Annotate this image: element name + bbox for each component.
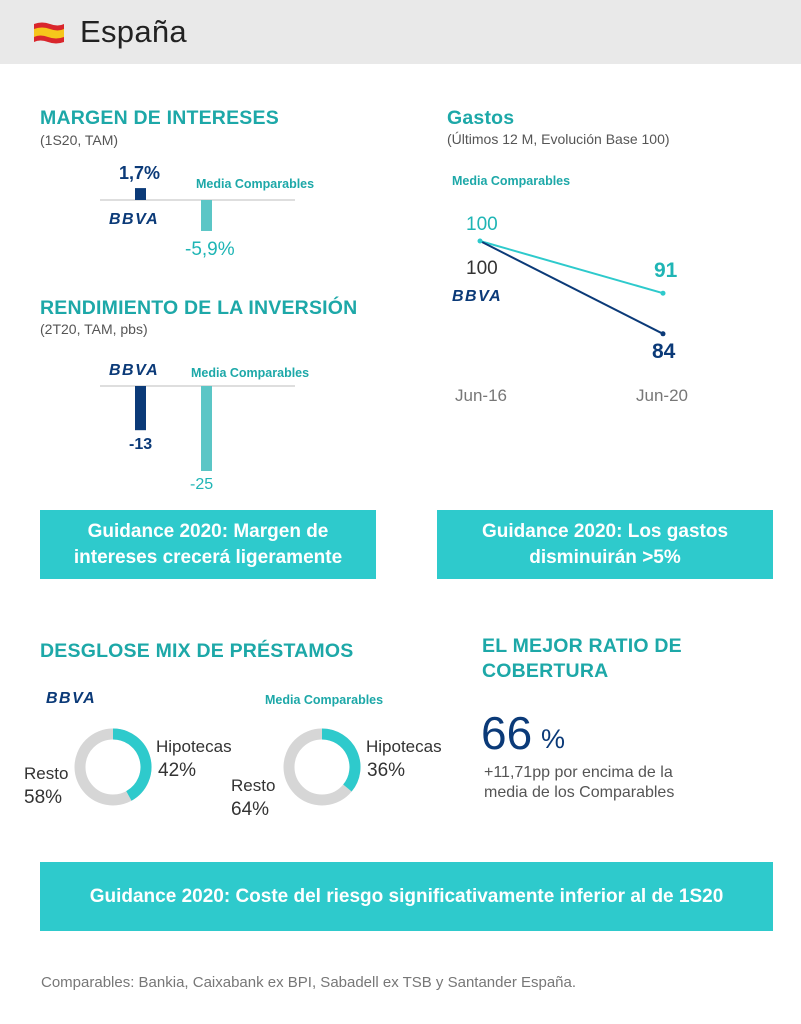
prestamos-bbva-logo: BBVA bbox=[46, 690, 97, 707]
gastos-x-start: Jun-16 bbox=[455, 386, 507, 405]
comp-donut-chart bbox=[282, 727, 362, 807]
cobertura-note-line1: +11,71pp por encima de la bbox=[484, 764, 673, 781]
gastos-bbva-logo: BBVA bbox=[452, 288, 503, 305]
cobertura-value: 66 bbox=[481, 707, 533, 759]
bbva-resto-value: 58% bbox=[24, 787, 63, 808]
gastos-x-end: Jun-20 bbox=[636, 386, 688, 405]
rendimiento-bar-chart bbox=[100, 380, 300, 475]
cobertura-title-line1: EL MEJOR RATIO DE bbox=[482, 635, 682, 657]
rendimiento-title: RENDIMIENTO DE LA INVERSIÓN bbox=[40, 297, 358, 319]
margen-bbva-logo: BBVA bbox=[109, 211, 160, 228]
gastos-point-comp-end bbox=[661, 291, 666, 296]
margen-bar-chart bbox=[100, 180, 300, 240]
gastos-comp-end: 91 bbox=[654, 259, 678, 282]
gastos-comp-start: 100 bbox=[466, 214, 498, 235]
spain-flag-icon bbox=[32, 21, 66, 45]
guidance-gastos bbox=[437, 510, 773, 579]
margen-bar-comp bbox=[201, 200, 212, 231]
bbva-donut-hipotecas bbox=[113, 734, 146, 796]
bbva-donut-chart bbox=[73, 727, 153, 807]
gastos-comp-label: Media Comparables bbox=[452, 174, 571, 188]
prestamos-comp-label: Media Comparables bbox=[265, 693, 384, 707]
guidance-margen-text: Guidance 2020: Margen de intereses crecerá ligeramente bbox=[73, 520, 343, 568]
comp-hipotecas-value: 36% bbox=[367, 760, 406, 781]
footer-note: Comparables: Bankia, Caixabank ex BPI, Sabadell ex TSB y Santander España. bbox=[41, 974, 577, 991]
gastos-line-bbva bbox=[480, 241, 663, 334]
comp-resto-value: 64% bbox=[231, 799, 270, 820]
margen-bar-bbva bbox=[135, 188, 146, 200]
margen-bbva-value: 1,7% bbox=[119, 163, 161, 183]
rendimiento-bbva-logo: BBVA bbox=[109, 362, 160, 379]
margen-subtitle: (1S20, TAM) bbox=[40, 132, 119, 148]
bbva-resto-label: Resto bbox=[24, 764, 69, 783]
gastos-point-bbva-end bbox=[661, 331, 666, 336]
comp-donut-hipotecas bbox=[322, 734, 355, 788]
page-title: España bbox=[80, 14, 187, 49]
rendimiento-subtitle: (2T20, TAM, pbs) bbox=[40, 321, 148, 337]
comp-resto-label: Resto bbox=[231, 776, 276, 795]
rendimiento-comp-label: Media Comparables bbox=[191, 366, 310, 380]
gastos-bbva-start: 100 bbox=[466, 258, 498, 279]
margen-comp-value: -5,9% bbox=[185, 239, 235, 260]
cobertura-unit: % bbox=[541, 724, 566, 754]
gastos-title: Gastos bbox=[447, 107, 515, 129]
comp-hipotecas-label: Hipotecas bbox=[366, 737, 442, 756]
rendimiento-comp-value: -25 bbox=[190, 476, 214, 493]
margen-title: MARGEN DE INTERESES bbox=[40, 107, 279, 129]
margen-comp-label: Media Comparables bbox=[196, 177, 315, 191]
guidance-margen bbox=[40, 510, 376, 579]
guidance-riesgo-text: Guidance 2020: Coste del riesgo significativamente inferior al de 1S20 bbox=[89, 885, 724, 907]
cobertura-note-line2: media de los Comparables bbox=[484, 784, 675, 801]
prestamos-title: DESGLOSE MIX DE PRÉSTAMOS bbox=[40, 640, 354, 662]
rendimiento-bar-bbva bbox=[135, 386, 146, 430]
gastos-subtitle: (Últimos 12 M, Evolución Base 100) bbox=[447, 131, 670, 147]
guidance-gastos-text: Guidance 2020: Los gastos disminuirán >5% bbox=[481, 520, 729, 568]
gastos-line-comp bbox=[480, 241, 663, 293]
bbva-hipotecas-value: 42% bbox=[158, 760, 197, 781]
gastos-point-start bbox=[478, 239, 483, 244]
bbva-hipotecas-label: Hipotecas bbox=[156, 737, 232, 756]
rendimiento-bar-comp bbox=[201, 386, 212, 471]
cobertura-title-line2: COBERTURA bbox=[482, 660, 609, 682]
guidance-riesgo bbox=[40, 862, 773, 931]
gastos-bbva-end: 84 bbox=[652, 340, 676, 363]
rendimiento-bbva-value: -13 bbox=[129, 436, 153, 453]
